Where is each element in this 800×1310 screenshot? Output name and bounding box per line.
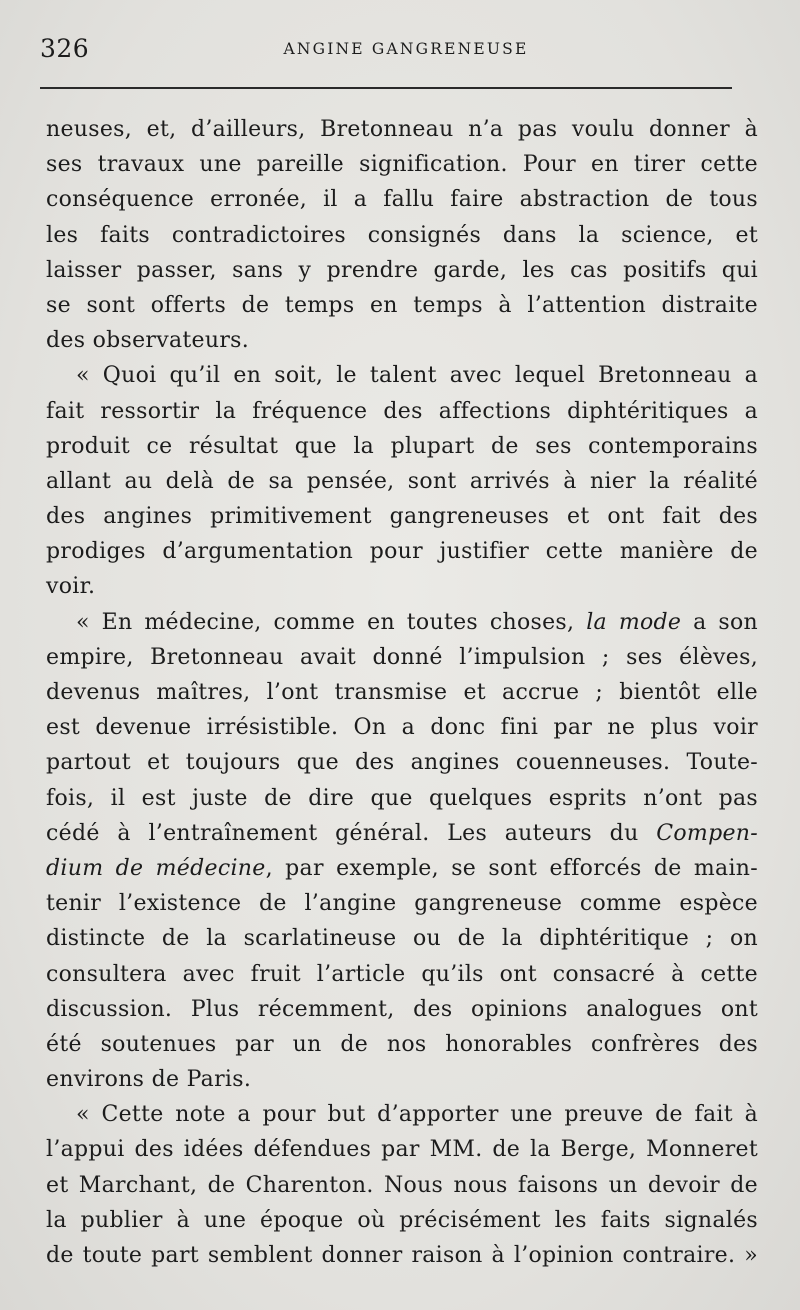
text-line: consultera avec fruit l’article qu’ils ont consacré à cette: [46, 961, 758, 987]
text-line: les faits contradictoires consignés dans la science, et: [46, 222, 758, 248]
text-line: l’appui des idées défendues par MM. de la Berge, Monneret: [46, 1137, 758, 1163]
italic-term: Compen-: [656, 820, 758, 846]
page-number: 326: [40, 34, 90, 63]
text-line: partout et toujours que des angines couenneuses. Toute-: [46, 750, 758, 776]
text-line: distincte de la scarlatineuse ou de la diphtéritique ; on: [46, 926, 758, 952]
text-line: empire, Bretonneau avait donné l’impulsion ; ses élèves,: [46, 644, 758, 670]
text-line: tenir l’existence de l’angine gangreneuse comme espèce: [46, 891, 758, 917]
text-line: conséquence erronée, il a fallu faire abstraction de tous: [46, 187, 758, 213]
text-line: neuses, et, d’ailleurs, Bretonneau n’a pas voulu donner à: [46, 117, 758, 142]
header-rule: [40, 87, 732, 89]
running-title: ANGINE GANGRENEUSE: [283, 40, 529, 58]
text-line: fois, il est juste de dire que quelques esprits n’ont pas: [46, 785, 758, 811]
text-line: été soutenues par un de nos honorables confrères des: [46, 1031, 758, 1057]
text-line: « Cette note a pour but d’apporter une preuve de fait à: [76, 1102, 758, 1128]
text-line: se sont offerts de temps en temps à l’attention distraite: [46, 292, 758, 318]
text-line: « Quoi qu’il en soit, le talent avec lequel Bretonneau a: [76, 363, 758, 389]
text-line: discussion. Plus récemment, des opinions analogues ont: [46, 996, 758, 1022]
text-line: « En médecine, comme en toutes choses, la mode a son: [76, 609, 759, 635]
text-line: est devenue irrésistible. On a donc fini par ne plus voir: [46, 715, 758, 741]
text-line: produit ce résultat que la plupart de ses contemporains: [46, 433, 758, 459]
text-line: dium de médecine, par exemple, se sont efforcés de main-: [46, 855, 758, 881]
text-line: des angines primitivement gangreneuses et ont fait des: [46, 504, 758, 530]
text-line: de toute part semblent donner raison à l’opinion contraire. »: [46, 1243, 758, 1268]
text-line: la publier à une époque où précisément les faits signalés: [46, 1207, 758, 1233]
text-line: environs de Paris.: [46, 1067, 252, 1093]
text-line: laisser passer, sans y prendre garde, les cas positifs qui: [46, 257, 758, 283]
text-line: devenus maîtres, l’ont transmise et accrue ; bientôt elle: [46, 680, 758, 705]
italic-term: la mode: [586, 609, 682, 635]
text-line: cédé à l’entraînement général. Les auteurs du Compen-: [46, 820, 758, 846]
text-line: prodiges d’argumentation pour justifier cette manière de: [46, 539, 758, 565]
italic-term: dium de médecine: [46, 855, 266, 881]
text-line: allant au delà de sa pensée, sont arrivés à nier la réalité: [46, 468, 758, 494]
text-line: fait ressortir la fréquence des affections diphtéritiques a: [46, 398, 758, 424]
text-line: et Marchant, de Charenton. Nous nous faisons un devoir de: [46, 1172, 758, 1198]
text-line: ses travaux une pareille signification. Pour en tirer cette: [46, 152, 758, 178]
page-header: [40, 34, 732, 66]
text-line: des observateurs.: [46, 328, 250, 354]
body-text: [46, 112, 758, 1273]
text-line: voir.: [46, 574, 96, 600]
